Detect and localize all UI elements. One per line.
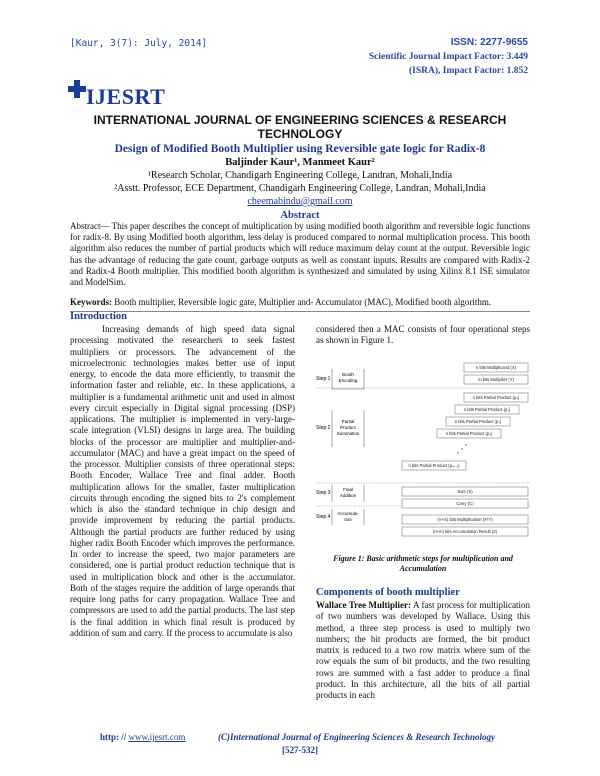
box-pp2: n bits Partial Product (p₂) — [454, 419, 502, 424]
step-2-name-1: Partial — [341, 419, 355, 424]
components-heading: Components of booth multiplier — [316, 587, 460, 598]
affiliation-2: ²Asstt. Professor, ECE Department, Chandigarh Engineering College, Landran, Mohali,India — [114, 183, 486, 194]
box-pp3: n bits Partial Product (p₃) — [445, 431, 493, 436]
authors: Baljinder Kaur¹, Manmeet Kaur² — [225, 157, 375, 168]
box-multiplier: m bits Multiplier (Y) — [478, 377, 514, 382]
box-pp1: n bits Partial Product (p₁) — [463, 407, 511, 412]
box-pp0: n bits Partial Product (p₀) — [472, 395, 520, 400]
step-1-label: Step 1 — [316, 376, 331, 382]
footer-journal: (C)International Journal of Engineering Sciences & Research Technology — [218, 732, 495, 742]
impact-factor-1: Scientific Journal Impact Factor: 3.449 — [368, 52, 528, 62]
keywords — [70, 297, 530, 308]
page-range: [527-532] — [282, 745, 318, 755]
keywords-label: Keywords: — [70, 297, 112, 307]
affiliation-1: ¹Research Scholar, Chandigarh Engineering College, Landran, Mohali,India — [147, 170, 453, 181]
url-prefix: http: // — [100, 732, 129, 742]
citation: [Kaur, 3(7): July, 2014] — [70, 38, 208, 49]
wallace-label: Wallace Tree Multiplier: — [316, 600, 411, 610]
box-multiplicand: n bits Multiplicand (X) — [475, 365, 517, 370]
step-4-name-1: Accumula- — [337, 511, 359, 516]
wallace-paragraph — [316, 600, 530, 701]
email-link[interactable]: cheemabindu@gmail.com — [247, 196, 353, 207]
logo-text: IJESRT — [86, 84, 166, 109]
box-carry: Carry (C) — [456, 501, 474, 506]
step-1-name-2: Encoding — [338, 378, 358, 383]
wallace-text: A fast process for multiplication of two numbers was developed by Wallace. Using this method, a three step process is used to multiply two numbers; the bit products are formed, the bit product matrix is reduced to a two row matrix where sum of the row equals the sum of bit products, and the two resulting rows are summed with a fast adder to produce a final product. In this architecture, all the bits of all partial products in each — [316, 600, 531, 700]
abstract-text: Abstract— This paper describes the concept of multiplication by using modified booth algorithm and reversible logic functions for radix-8. By using Modified booth algorithm, less delay is produced compared to normal multiplication process. This booth algorithm also reduces the number of partial products which will reduce maximum delay count at the output. Reversible logic has the advantage of reducing the gate count, garbage outputs as well as constant inputs. Results are compared with Radix-2 and Radix-4 Booth multiplier. This modified booth algorithm is synthesized and simulated by using Xilinx 8.1 ISE simulator and ModelSim. — [70, 221, 530, 288]
issn: ISSN: 2277-9655 — [450, 37, 528, 48]
abstract-heading: Abstract — [280, 210, 320, 221]
impact-factor-2: (ISRA), Impact Factor: 1.852 — [409, 66, 528, 76]
step-1-name-1: Booth — [342, 372, 354, 377]
step-4-name-2: tion — [344, 517, 352, 522]
step-3-name-1: Final — [343, 487, 353, 492]
step-3-name-2: Addition — [339, 493, 357, 498]
box-multiplication: (n+m) bits Multiplication (X*Y) — [437, 517, 493, 522]
step-3-label: Step 3 — [316, 490, 331, 496]
figure-1-diagram — [316, 355, 530, 545]
journal-logo — [70, 84, 165, 110]
box-sum: Sum (S) — [457, 489, 473, 494]
introduction-text: Increasing demands of high speed data signal processing motivated the researchers to seek fastest multipliers or processors. The advancement of the microelectronic technologies makes better use of input energy, to encode the data more efficiently, to transmit the information faster and reliable, etc. In these applications, a multiplier is a fundamental arithmetic unit and used in almost every circuit especially in Digital signal processing (DSP) applications. The multiplier is implemented in very-large-scale integration (VLSI) designs in large area. The building blocks of the processor are multiplier and multiplier-and- accumulator (MAC) and have a great impact on the speed of the processor. Multiplier consists of three operational steps: Booth Encoder, Wallace Tree and final adder. Booth multiplication allows for the smaller, faster multiplication circuits through encoding the signed bits to 2's complement which is also the standard technique in chip design and provide improvement by reducing the partial products. Although the partial products are further reduced by using higher radix Booth Encoder which improves the performance. In order to increase the speed, two major parameters are considered, one is partial product reduction technique that is used in multiplication block and other is the accumulator. Both of the stages require the addition of large operands that require long paths for carry propagation. Wallace Tree and compressors are used to add the partial products. The last step is the final addition in which final result is produced by addition of sum and carry. If the process to accumulate is also — [70, 324, 295, 638]
column2-intro: considered then a MAC consists of four operational steps as shown in Figure 1. — [316, 324, 530, 346]
step-2-name-2: Product — [340, 425, 356, 430]
journal-name: INTERNATIONAL JOURNAL OF ENGINEERING SCIENCES & RESEARCH TECHNOLOGY — [93, 113, 507, 141]
plus-icon — [68, 80, 86, 98]
footer-url — [100, 732, 185, 742]
box-ppm: n bits Partial Product (pₘ₋₁) — [408, 463, 460, 468]
figure-caption: Figure 1: Basic arithmetic steps for multiplication and Accumulation — [333, 554, 513, 573]
divider — [70, 311, 530, 312]
footer-link[interactable]: www.ijesrt.com — [128, 732, 186, 742]
step-2-name-3: Summation — [336, 431, 360, 436]
step-2-label: Step 2 — [316, 425, 331, 431]
keywords-text: Booth multiplier, Reversible logic gate, Multiplier and- Accumulator (MAC), Modified booth algorithm. — [112, 297, 492, 307]
introduction-heading: Introduction — [70, 311, 127, 322]
box-accumulation: (n+m) bits Accumulation Result (Z) — [432, 529, 498, 534]
step-4-label: Step 4 — [316, 514, 331, 520]
paper-title: Design of Modified Booth Multiplier using Reversible gate logic for Radix-8 — [114, 143, 486, 155]
